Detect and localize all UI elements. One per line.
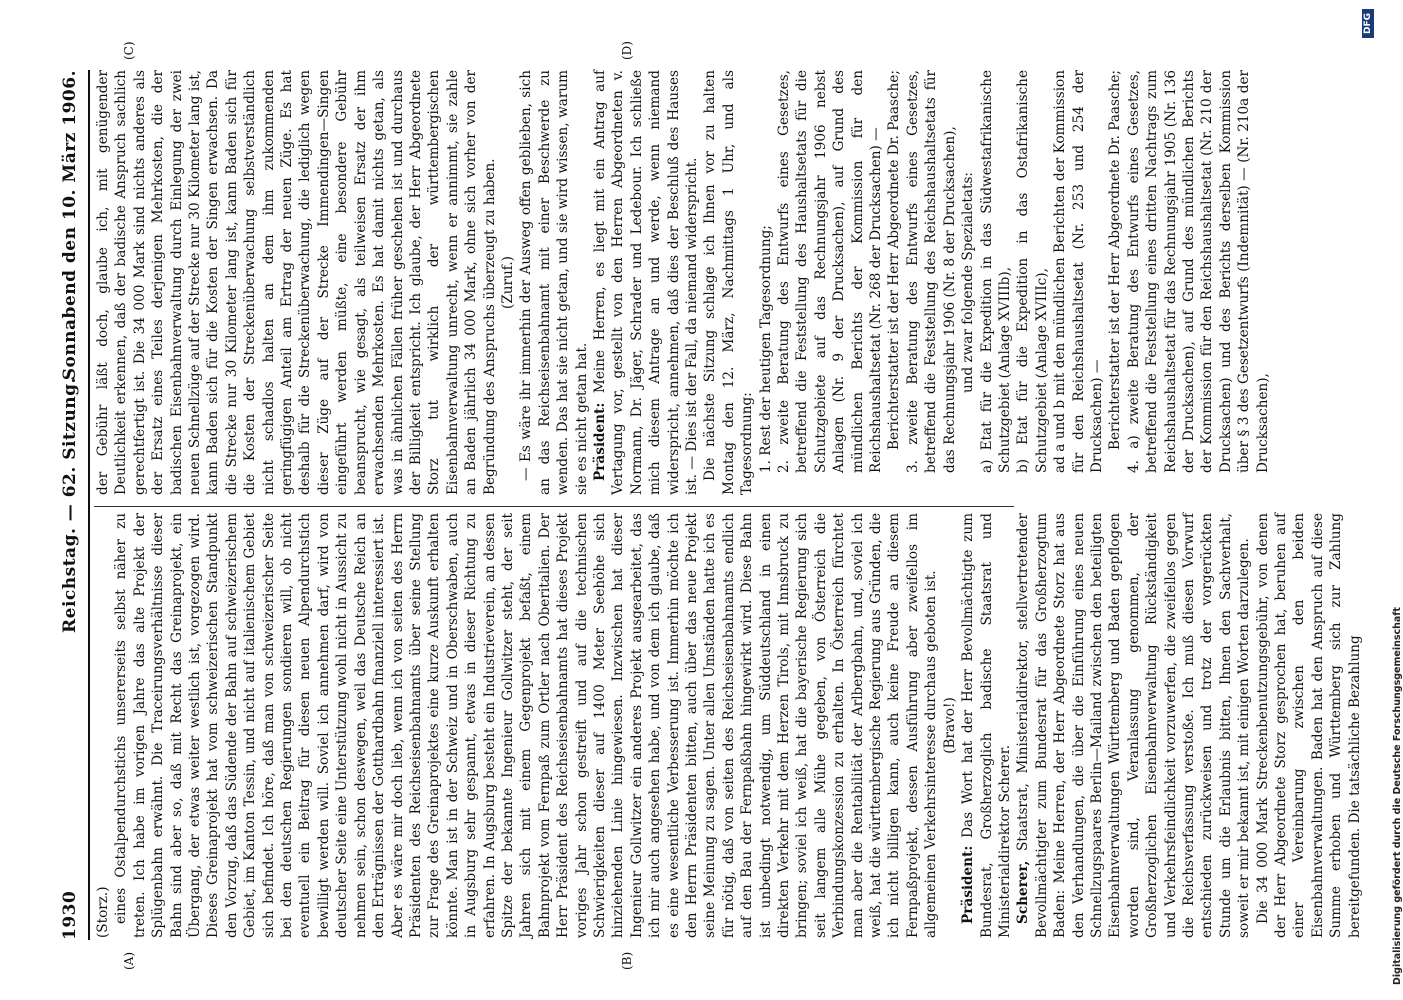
president-remark-2-text: Meine Herren, es liegt mit ein Antrag auf Vertagung vor, gestellt von den Herren Abgeordneten v. Normann, Dr. Jäger, Schrader und Ledebour. Ich schließe mich diesem Antrage an und werde, wenn niemand widerspricht, annehmen, daß dies der Beschluß des Hauses ist. — Dies ist der Fall, da niemand widerspricht. (591, 70, 700, 495)
session-date: Sonnabend den 10. März 1906. (60, 70, 80, 381)
scherer-intro: Staatsrat, Ministerialdirektor, stellvertretender Bevollmächtigter zum Bundesrat für das Großherzogtum Baden: (1015, 513, 1069, 938)
speaker-label-scherer: Scherer, (1015, 860, 1032, 924)
agenda-subitem: a) Etat für die Expedition in das Südwestafrikanische Schutzgebiet (Anlage XVIIIb), (978, 70, 1013, 473)
dfg-logo (1362, 9, 1374, 38)
interjection: (Zuruf.) (499, 256, 516, 309)
margin-letter-b: (B) (620, 951, 634, 970)
margin-letter-c: (C) (122, 41, 136, 60)
right-column (94, 70, 1271, 495)
column-separator (94, 506, 1014, 507)
speaker-label-president-2: Präsident: (591, 402, 608, 481)
page-header (60, 70, 86, 940)
margin-letter-d: (D) (620, 41, 634, 60)
digitization-credit (1392, 10, 1403, 985)
next-session: Die nächste Sitzung schlage ich Ihnen vor zu halten Montag den 12. März, Nachmittags 1 Uhr, und als Tagesordnung: (702, 70, 756, 495)
agenda-item: 1. Rest der heutigen Tagesordnung; (757, 225, 774, 473)
page-number: 1930 (60, 890, 80, 940)
page-title: Reichstag. — 62. Sitzung. (60, 377, 80, 633)
agenda-item: 4. a) zweite Beratung des Entwurfs eines Gesetzes, betreffend die Feststellung eines dritten Nachtrags zum Reichshaushaltsetat für das Rechnungsjahr 1905 (Nr. 136 der Drucksachen), auf Grund des mündlichen Berichts der Kommission für den Reichshaushaltsetat (Nr. 210 der Drucksachen) und des Berichts derselben Kommission über § 3 des Gesetzentwurfs (Indemnität) — (Nr. 210a der Drucksachen), (1125, 70, 1271, 473)
dfg-label: DFG (1363, 12, 1373, 34)
president-remark-1 (959, 513, 1014, 938)
agenda-subheading: und zwar folgende Spezialetats: (960, 171, 977, 394)
agenda-item: 3. zweite Beratung des Entwurfs eines Gesetzes, betreffend die Feststellung des Reichshaushaltsetats für das Rechnungsjahr 1906 (Nr. 8 der Drucksachen), (904, 70, 958, 473)
scherer-after-interjection: — Es wäre ihr immerhin der Ausweg offen geblieben, sich an das Reichseisenbahnamt mit einer Beschwerde zu wenden. Das hat sie nicht getan, und sie wird wissen, warum sie es nicht getan hat. (518, 70, 590, 495)
speaker-label-president: Präsident: (960, 845, 977, 924)
agenda-subitem: ad a und b mit den mündlichen Berichten der Kommission für den Reichshaushaltsetat (Nr. 253 und 254 der Drucksachen) — (1052, 70, 1105, 473)
scherer-speech-2: Die 34 000 Mark Streckenbenutzungsgebühr, von denen der Herr Abgeordnete Storz gesprochen hat, beruhen auf einer Vereinbarung zwischen den beiden Eisenbahnverwaltungen. Baden hat den Anspruch auf diese Summe erhoben und Württemberg sich zur Zahlung bereitgefunden. Die tatsächliche Bezahlung (1254, 513, 1363, 938)
applause: (Bravo!) (941, 697, 958, 754)
agenda-reporter: Berichterstatter ist der Herr Abgeordnete Dr. Paasche; (886, 70, 903, 451)
agenda-subitem: b) Etat für die Expedition in das Ostafrikanische Schutzgebiet (Anlage XVIIIc), (1015, 70, 1050, 473)
speaker-tag: (Storz.) (95, 886, 111, 938)
president-remark-2 (591, 70, 701, 495)
scherer-text: Meine Herren, der Herr Abgeordnete Storz hat aus den Verhandlungen, die über die Einführung eines neuen Schnellzugspaares Berlin—Mailand zwischen den beteiligten Eisenbahnverwaltungen Württemberg und Baden gepflogen worden sind, Veranlassung genommen, der Großherzoglichen Eisenbahnverwaltung Rückständigkeit und Verkehrsfeindlichkeit vorzuwerfen, die zweifellos gegen die Reichsverfassung verstoße. Ich muß diesen Vorwurf entschieden zurückweisen und trotz der vorgerückten Stunde um die Erlaubnis bitten, Ihnen den Sachverhalt, soweit er mir bekannt ist, mit einigen Worten darzulegen. (1052, 512, 1253, 938)
agenda-item: 2. zweite Beratung des Entwurfs eines Gesetzes, betreffend die Feststellung des Haushaltsetats für die Schutzgebiete auf das Rechnungsjahr 1906 nebst Anlagen (Nr. 9 der Drucksachen), auf Grund des mündlichen Berichts der Kommission für den Reichshaushaltsetat (Nr. 268 der Drucksachen) — (776, 70, 885, 473)
storz-speech: eines Ostalpendurchstichs unsererseits selbst näher zu treten. Ich habe im vorigen Jahre das alte Projekt der Splügenbahn erwähnt. Die Traceirungsverhältnisse dieser Bahn sind aber so, daß mit Recht das Greinaprojekt, ein Übergang, der etwas weiter westlich ist, vorgezogen wird. Dieses Greinaprojekt hat vom schweizerischen Standpunkt den Vorzug, daß das Südende der Bahn auf schweizerischem Gebiet, im Kanton Tessin, und nicht auf italienischem Gebiet sich befindet. Ich höre, daß man von schweizerischer Seite bei den deutschen Regierungen sondieren will, ob nicht eventuell ein Beitrag für diesen neuen Alpendurchstich bewilligt werden will. Soviel ich annehmen darf, wird von deutscher Seite eine Unterstützung wohl nicht in Aussicht zu nehmen sein, schon deswegen, weil das Deutsche Reich an den Erträgnissen der Gotthardbahn finanziell interessiert ist. Aber es wäre mir doch lieb, wenn ich von seiten des Herrn Präsidenten des Reichseisenbahnamts über seine Stellung zur Frage des Greinaprojektes eine kurze Auskunft erhalten könnte. Man ist in der Schweiz und in Oberschwaben, auch in Augsburg sehr gespannt, etwas in dieser Richtung zu erfahren. In Augsburg besteht ein Industrieverein, an dessen Spitze der bekannte Ingenieur Gollwitzer steht, der seit Jahren sich mit einem Gegenprojekt befaßt, einem Bahnprojekt vom Fernpaß zum Ortler nach Oberitalien. Der Herr Präsident des Reichseisenbahnamts hat dieses Projekt voriges Jahr schon gestreift und auf die technischen Schwierigkeiten dieser auf 1400 Meter Seehöhe sich hinziehenden Linie hingewiesen. Inzwischen hat dieser Ingenieur Gollwitzer ein anderes Projekt ausgearbeitet, das ich mir auch angesehen habe, und von dem ich glaube, daß es eine wesentliche Verbesserung ist. Immerhin möchte ich den Herrn Präsidenten bitten, auch über das neue Projekt seine Meinung zu sagen. Unter allen Umständen hatte ich es für nötig, daß von seiten des Reichseisenbahnamts endlich auf den Bau der Fernpaßbahn hingewirkt wird. Diese Bahn ist unbedingt notwendig, um Süddeutschland in einen direkten Verkehr mit dem Herzen Tirols, mit Innsbruck zu bringen; soviel ich weiß, hat die bayerische Regierung sich seit langem alle Mühe gegeben, von Österreich die Verbindungskonzession zu erhalten. In Österreich fürchtet man aber die Rentabilität der Arlbergbahn, und, soviel ich weiß, hat die württembergische Regierung aus Gründen, die ich nicht billigen kann, auch keine Freude an diesem Fernpaßprojekt, dessen Ausführung aber zweifellos im allgemeinen Verkehrsinteresse durchaus geboten ist. (113, 513, 940, 938)
president-remark-text: Das Wort hat der Herr Bevollmächtigte zum Bundesrat, Großherzoglich badische Staatsrat und Ministerialdirektor Scherer. (960, 513, 1013, 938)
credit-text: Digitalisierung gefördert durch die Deutsche Forschungsgemeinschaft (1392, 607, 1403, 985)
scherer-continued: der Gebühr läßt doch, glaube ich, mit genügender Deutlichkeit erkennen, daß der badische Anspruch sachlich gerechtfertigt ist. Die 34 000 Mark sind nichts anderes als der Ersatz eines Teiles derjenigen Mehrkosten, die der badischen Eisenbahnverwaltung durch Einlegung der zwei neuen Schnellzüge auf der Strecke nur 30 Kilometer lang ist, kann Baden sich für die Kosten der Singen erwachsen. Da die Strecke nur 30 Kilometer lang ist, kann Baden sich für die Kosten der Streckenüberwachung selbstverständlich nicht schadlos halten an dem ihm zukommenden geringfügigen Anteil am Ertrag der neuen Züge. Es hat deshalb für die Streckenüberwachung, die lediglich wegen dieser Züge auf der Strecke Immendingen—Singen eingeführt werden müßte, eine besondere Gebühr beansprucht, wie gesagt, als teilweisen Ersatz der ihm erwachsenden Mehrkosten. Es hat damit nichts getan, als was in ähnlichen Fällen früher geschehen ist und durchaus der Billigkeit entspricht. Ich glaube, der Herr Abgeordnete Storz tut wirklich der württembergischen Eisenbahnverwaltung unrecht, wenn er annimmt, sie zahle an Baden jährlich 34 000 Mark, ohne sich vorher von der Begründung des Anspruchs überzeugt zu haben. (95, 70, 498, 495)
margin-letter-a: (A) (122, 951, 136, 970)
header-rule (88, 70, 90, 940)
scherer-speech (1014, 513, 1253, 938)
left-column (94, 512, 1363, 938)
agenda-reporter: Berichterstatter ist der Herr Abgeordnete Dr. Paasche; (1107, 70, 1124, 451)
